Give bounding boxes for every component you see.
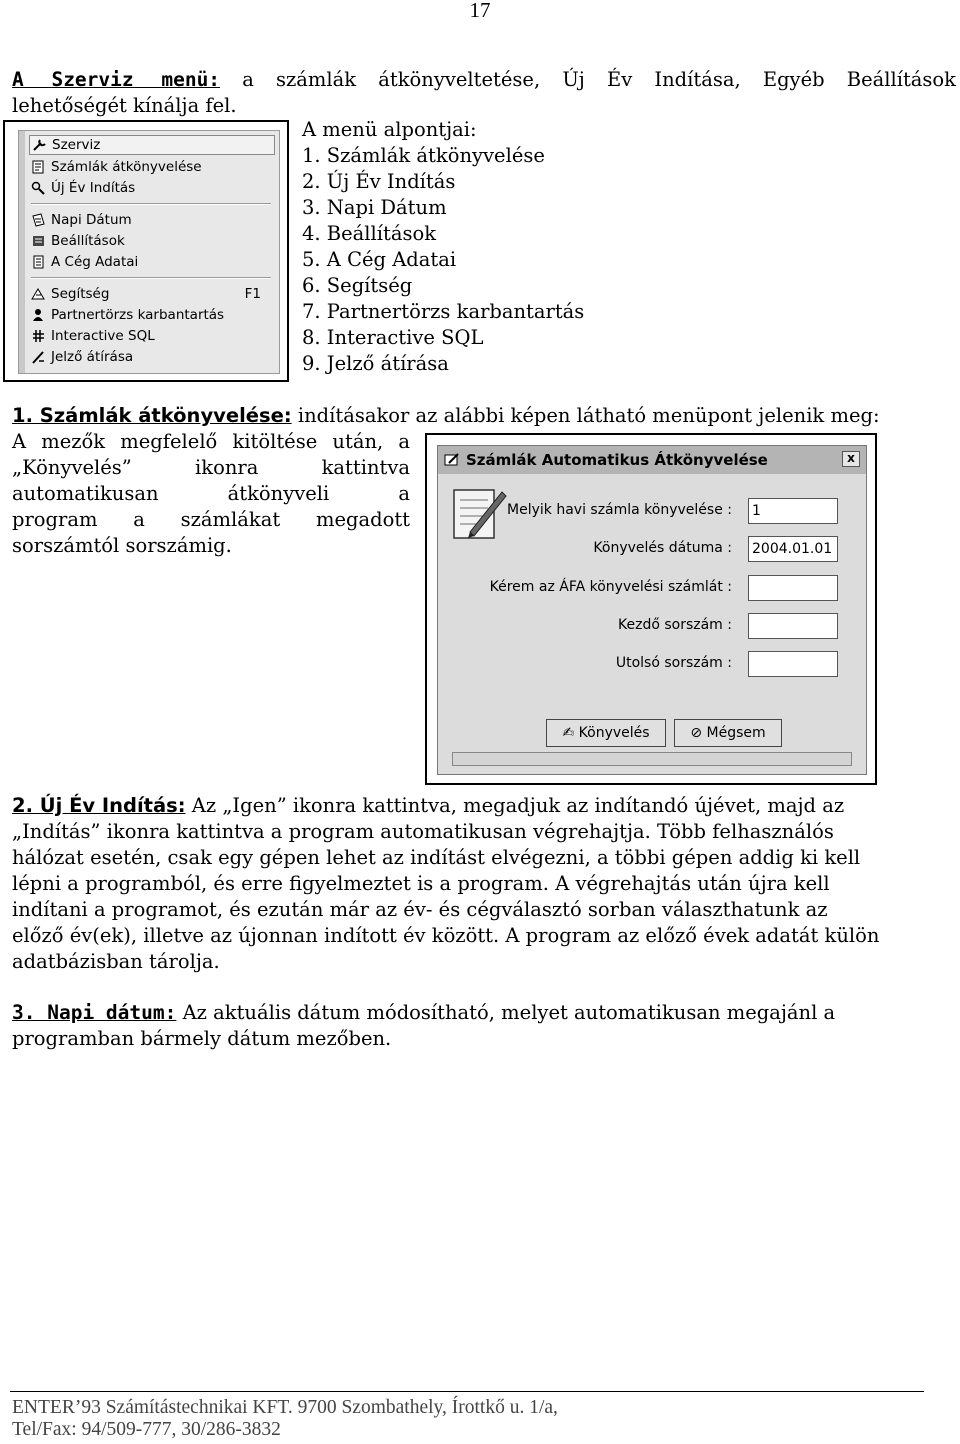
footer-address: ENTER’93 Számítástechnikai KFT. 9700 Szombathely, Írottkő u. 1/a,: [12, 1397, 558, 1418]
menu-separator: [31, 203, 271, 205]
section1-line: sorszámtól sorszámig.: [12, 534, 232, 557]
menu-item-label: Segítség: [51, 286, 110, 302]
wrench-icon: [33, 138, 48, 152]
menu-item-beallitasok[interactable]: [29, 231, 275, 252]
submenu-list-item: 7. Partnertörzs karbantartás: [302, 300, 585, 323]
ledger-icon: [31, 160, 46, 174]
section1-line: „Könyvelés” ikonra kattintva: [12, 456, 410, 479]
section3-title: 3. Napi dátum:: [12, 1001, 177, 1024]
menu-item-ceg-adatai[interactable]: [29, 252, 275, 273]
submenu-list-item: 2. Új Év Indítás: [302, 170, 456, 193]
menu-item-interactive-sql[interactable]: [29, 326, 275, 347]
post-icon: ✍: [562, 725, 575, 741]
close-icon[interactable]: x: [842, 451, 860, 467]
dialog-status-bar: [452, 752, 852, 766]
konyveles-button[interactable]: [546, 719, 666, 747]
section2-line: előző év(ek), illetve az újonnan indított év között. A program az előző évek adatát külön: [12, 924, 880, 947]
menu-item-segitseg[interactable]: [29, 284, 275, 305]
submenu-list-item: 8. Interactive SQL: [302, 326, 484, 349]
intro-line-2: lehetőségét kínálja fel.: [12, 94, 237, 117]
intro-title: A Szerviz menü:: [12, 68, 221, 91]
service-menu: [18, 130, 280, 374]
input-utolso-sorszam[interactable]: [748, 651, 838, 677]
menu-item-label: Interactive SQL: [51, 328, 155, 344]
menu-edge: [19, 131, 25, 373]
footer-divider: [10, 1391, 924, 1392]
label-utolso-sorszam: Utolsó sorszám :: [615, 655, 732, 671]
submenu-list-item: 4. Beállítások: [302, 222, 437, 245]
menu-item-szamlak[interactable]: [29, 157, 275, 178]
section2-line: indítani a programot, és ezután már az év- és cégválasztó sorban választhatunk az: [12, 898, 828, 921]
dialog-title: Számlák Automatikus Átkönyvelése: [466, 451, 768, 469]
cancel-icon: ⊘: [690, 725, 703, 741]
submenu-list-item: 9. Jelző átírása: [302, 352, 449, 375]
menu-screenshot: [3, 120, 289, 382]
page-number: 17: [469, 0, 491, 22]
submenu-list-item: 5. A Cég Adatai: [302, 248, 457, 271]
label-afa-szamla: Kérem az ÁFA könyvelési számlát :: [489, 579, 732, 595]
help-icon: [31, 287, 46, 301]
input-kezdo-sorszam[interactable]: [748, 613, 838, 639]
megsem-button[interactable]: [674, 719, 782, 747]
posting-book-icon: [450, 482, 510, 542]
menu-item-label: Partnertörzs karbantartás: [51, 307, 225, 323]
footer-phone: Tel/Fax: 94/509-777, 30/286-3832: [12, 1419, 281, 1440]
section3-title-rest: Az aktuális dátum módosítható, melyet automatikusan megajánl a: [182, 1001, 836, 1024]
partners-icon: [31, 308, 46, 322]
input-afa-szamla[interactable]: [748, 575, 838, 601]
section2-line: hálózat esetén, csak egy gépen lehet az indítást elvégezni, a többi gépen addig ki kell: [12, 846, 861, 869]
menu-item-label: Napi Dátum: [51, 212, 132, 228]
label-honap: Melyik havi számla könyvelése :: [507, 502, 732, 518]
section1-line: program a számlákat megadott: [12, 508, 410, 531]
label-konyveles-datuma: Könyvelés dátuma :: [593, 540, 732, 556]
intro-text: a számlák átkönyveltetése, Új Év Indítása, Egyéb Beállítások: [242, 68, 956, 91]
menu-separator: [31, 277, 271, 279]
konyveles-button-label: Könyvelés: [578, 725, 650, 741]
menu-item-label: Számlák átkönyvelése: [51, 159, 202, 175]
menu-item-label: Új Év Indítás: [51, 180, 136, 196]
intro-line-1: [12, 67, 956, 93]
section2-title-rest: Az „Igen” ikonra kattintva, megadjuk az indítandó újévet, majd az: [191, 794, 845, 817]
menu-item-label: A Cég Adatai: [51, 254, 139, 270]
menu-title-label: Szerviz: [52, 137, 101, 153]
section1-line: automatikusan átkönyveli a: [12, 482, 410, 505]
menu-item-partnertorzs[interactable]: [29, 305, 275, 326]
label-kezdo-sorszam: Kezdő sorszám :: [618, 617, 732, 633]
submenu-list-item: 3. Napi Dátum: [302, 196, 447, 219]
menu-item-jelzo-atirasa[interactable]: [29, 347, 275, 368]
company-icon: [31, 255, 46, 269]
submenu-list-item: 6. Segítség: [302, 274, 413, 297]
input-honap[interactable]: 1: [748, 498, 838, 524]
section1-line: A mezők megfelelő kitöltése után, a: [12, 430, 410, 453]
shortcut-f1: F1: [244, 286, 261, 302]
section1-heading-line: [12, 403, 880, 429]
flag-icon: [31, 350, 46, 364]
menu-item-label: Beállítások: [51, 233, 125, 249]
section2-line: lépni a programból, és erre figyelmeztet is a program. A végrehajtás után újra kell: [12, 872, 830, 895]
menu-item-uj-ev[interactable]: [29, 178, 275, 199]
sql-icon: [31, 329, 46, 343]
menu-item-napi-datum[interactable]: [29, 210, 275, 231]
submenu-heading: A menü alpontjai:: [302, 118, 477, 141]
section3-heading-line: [12, 1000, 835, 1026]
dialog-screenshot: [425, 433, 877, 785]
section2-title: 2. Új Év Indítás:: [12, 794, 186, 817]
section3-line: programban bármely dátum mezőben.: [12, 1027, 392, 1050]
dialog-titlebar: [438, 446, 866, 474]
megsem-button-label: Mégsem: [706, 725, 766, 741]
dialog-app-icon: [444, 452, 460, 468]
section2-line: „Indítás” ikonra kattintva a program automatikusan végrehajtja. Több felhasználós: [12, 820, 834, 843]
input-konyveles-datuma[interactable]: 2004.01.01: [748, 536, 838, 562]
section1-title: 1. Számlák átkönyvelése:: [12, 404, 292, 427]
section2-heading-line: [12, 793, 844, 819]
submenu-list-item: 1. Számlák átkönyvelése: [302, 144, 545, 167]
new-year-icon: [31, 181, 46, 195]
menu-item-label: Jelző átírása: [51, 349, 134, 365]
auto-posting-dialog: [437, 445, 867, 775]
calendar-icon: [31, 213, 46, 227]
settings-icon: [31, 234, 46, 248]
section1-title-rest: indításakor az alábbi képen látható menüpont jelenik meg:: [297, 404, 880, 427]
menu-title[interactable]: [29, 135, 275, 155]
section2-line: adatbázisban tárolja.: [12, 950, 220, 973]
